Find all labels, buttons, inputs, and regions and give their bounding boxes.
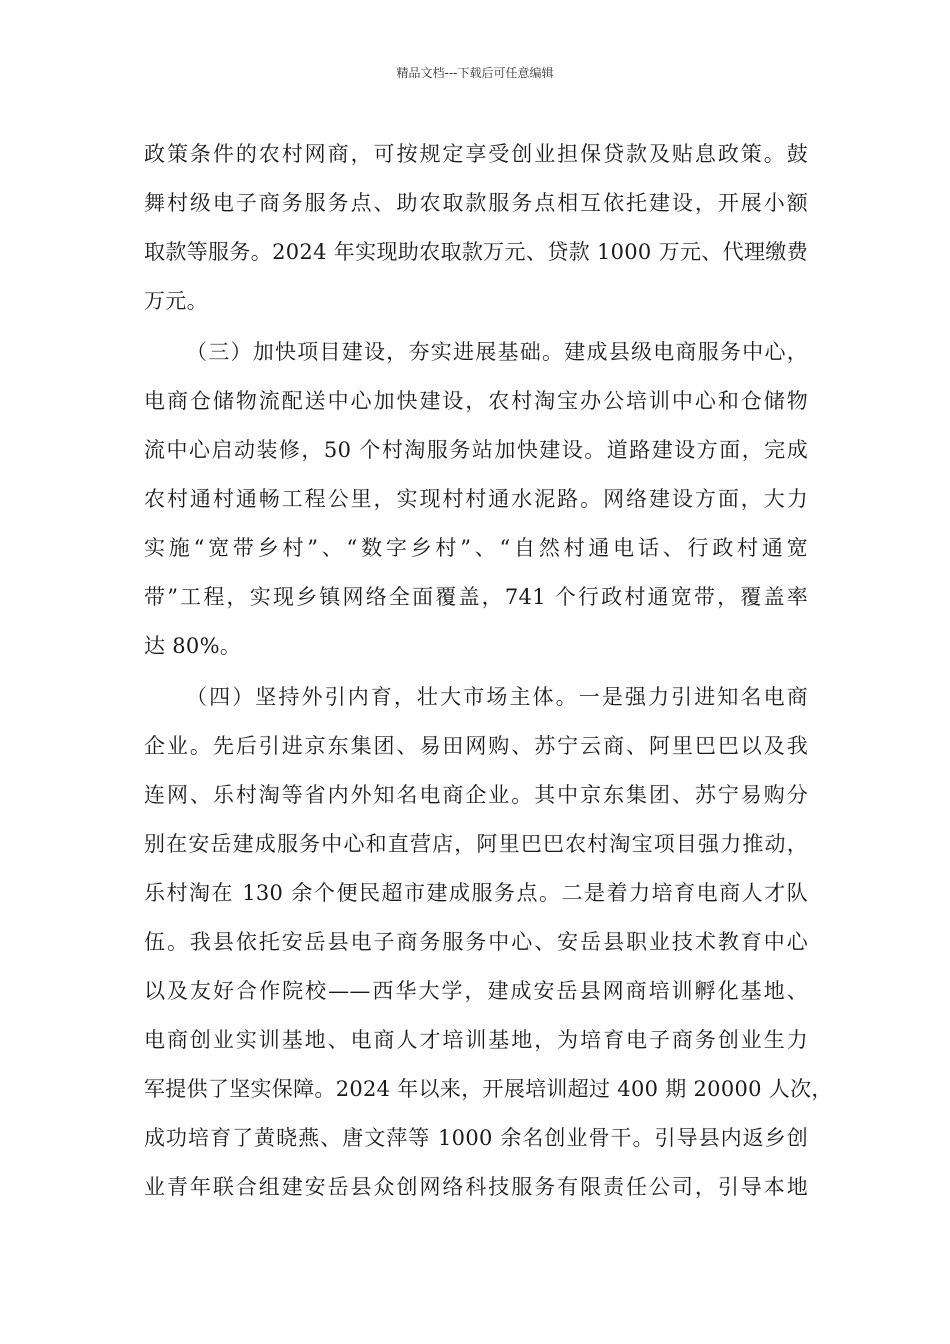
text-line: 企业。先后引进京东集团、易田网购、苏宁云商、阿里巴巴以及我	[144, 734, 808, 758]
text-line: 军提供了坚实保障。2024 年以来，开展培训超过 400 期 20000 人次，	[144, 1077, 833, 1101]
text-line: 成功培育了黄晓燕、唐文萍等 1000 余名创业骨干。引导县内返乡创	[144, 1126, 808, 1150]
text-line: 政策条件的农村网商，可按规定享受创业担保贷款及贴息政策。鼓	[144, 142, 808, 166]
text-line: 以及友好合作院校——西华大学，建成安岳县网商培训孵化基地、	[144, 979, 808, 1003]
text-line: 别在安岳建成服务中心和直营店，阿里巴巴农村淘宝项目强力推动，	[144, 832, 808, 856]
text-line: 实施“宽带乡村”、“数字乡村”、“自然村通电话、行政村通宽	[144, 536, 808, 560]
document-body	[144, 130, 833, 1212]
text-line: 取款等服务。2024 年实现助农取款万元、贷款 1000 万元、代理缴费	[144, 240, 808, 264]
text-line: 乐村淘在 130 余个便民超市建成服务点。二是着力培育电商人才队	[144, 881, 808, 905]
text-line: 业青年联合组建安岳县众创网络科技服务有限责任公司，引导本地	[144, 1175, 808, 1199]
paragraph	[144, 673, 833, 1212]
text-line: 伍。我县依托安岳县电子商务服务中心、安岳县职业技术教育中心	[144, 930, 808, 954]
page-header: 精品文档---下载后可任意编辑	[396, 66, 554, 80]
text-line: 万元。	[144, 289, 208, 313]
text-line: 电商创业实训基地、电商人才培训基地，为培育电子商务创业生力	[144, 1028, 808, 1052]
text-line: 达 80%。	[144, 634, 242, 658]
text-line: 带”工程，实现乡镇网络全面覆盖，741 个行政村通宽带，覆盖率	[144, 585, 808, 609]
text-line: 连网、乐村淘等省内外知名电商企业。其中京东集团、苏宁易购分	[144, 783, 808, 807]
text-line: 流中心启动装修，50 个村淘服务站加快建设。道路建设方面，完成	[144, 438, 808, 462]
text-line: （四）坚持外引内育，壮大市场主体。一是强力引进知名电商	[186, 685, 808, 709]
text-line: 农村通村通畅工程公里，实现村村通水泥路。网络建设方面，大力	[144, 487, 808, 511]
paragraph	[144, 130, 808, 326]
text-line: 舞村级电子商务服务点、助农取款服务点相互依托建设，开展小额	[144, 191, 808, 215]
text-line: 电商仓储物流配送中心加快建设，农村淘宝办公培训中心和仓储物	[144, 389, 808, 413]
paragraph	[144, 328, 808, 671]
text-line: （三）加快项目建设，夯实进展基础。建成县级电商服务中心，	[186, 340, 808, 364]
